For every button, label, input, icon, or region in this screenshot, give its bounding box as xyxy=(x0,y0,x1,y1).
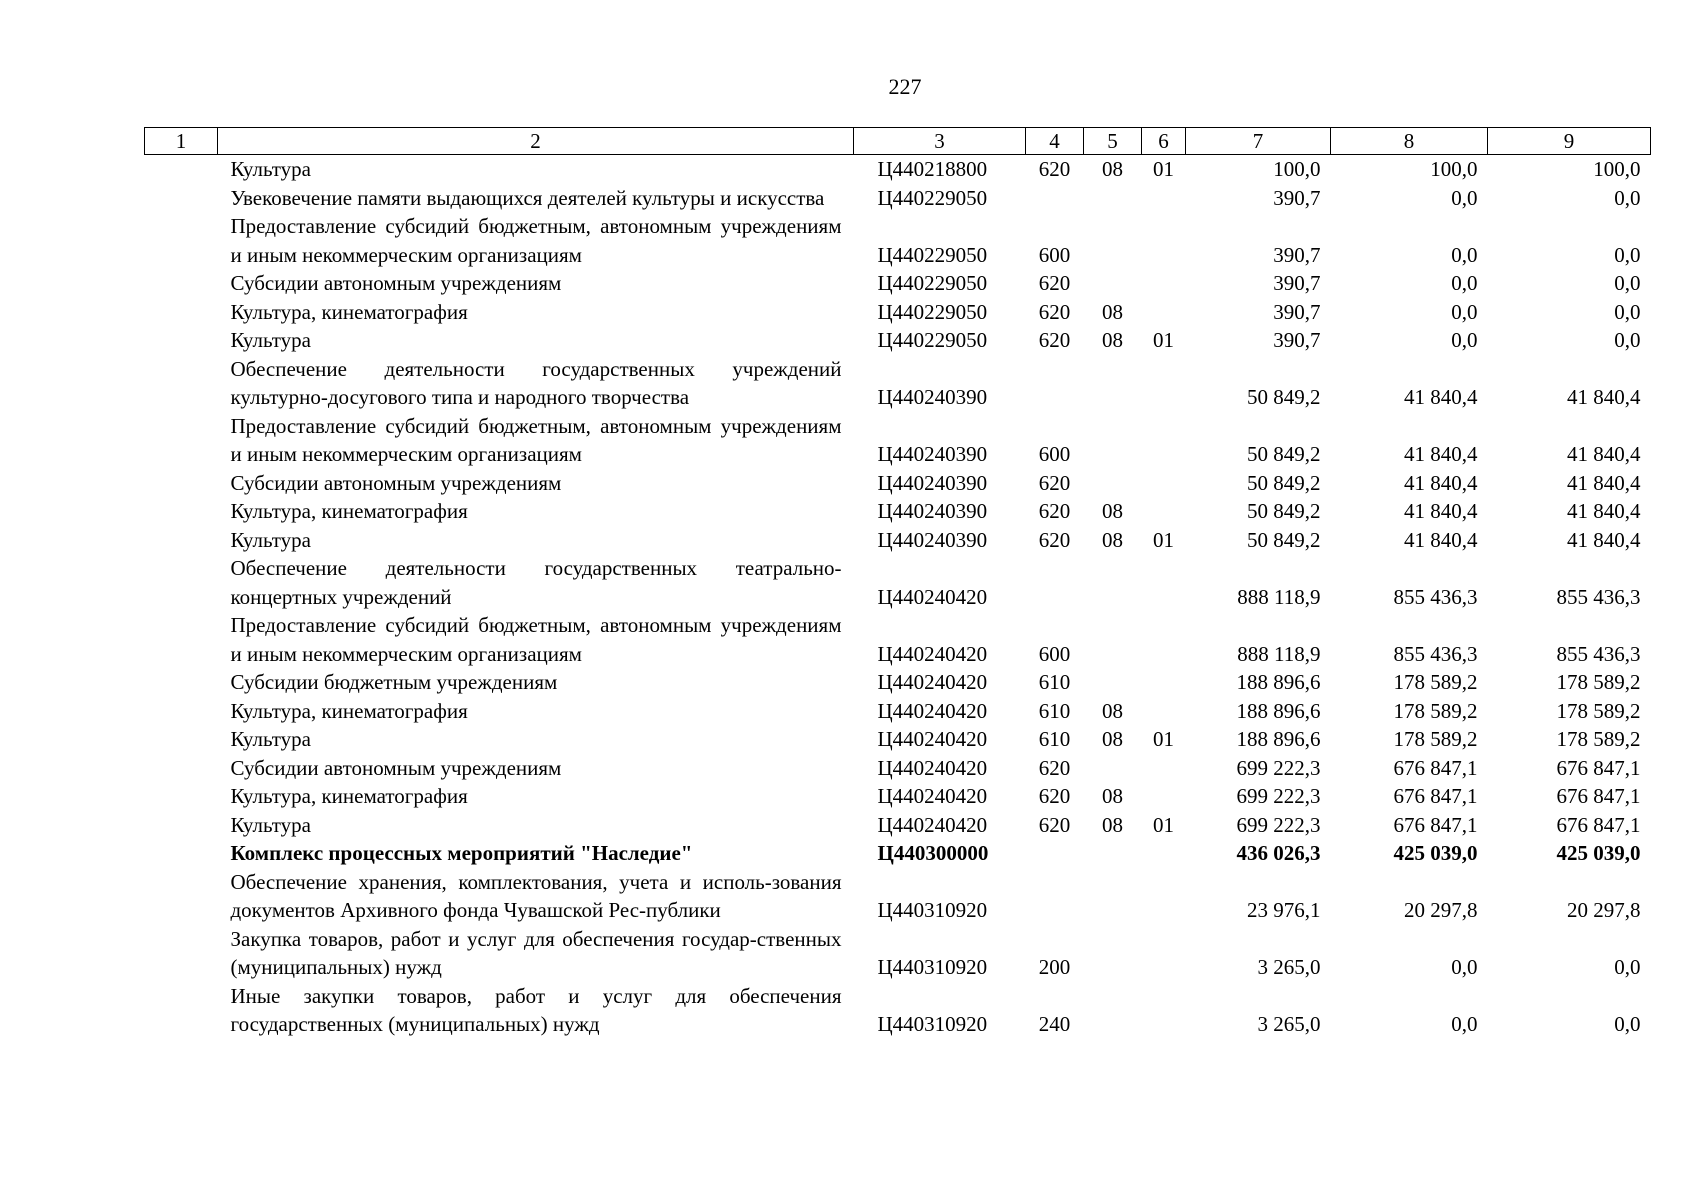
cell-name: Субсидии автономным учреждениям xyxy=(230,470,562,495)
cell-col-6 xyxy=(1142,697,1186,726)
table-row xyxy=(145,497,1651,526)
cell-value-7: 50 849,2 xyxy=(1247,470,1321,495)
cell-col-6 xyxy=(1142,212,1186,269)
table-row xyxy=(145,839,1651,868)
cell-blank xyxy=(145,526,218,555)
cell-col-6: 01 xyxy=(1153,727,1174,751)
header-col-7: 7 xyxy=(1186,128,1331,155)
cell-code: Ц440218800 xyxy=(877,157,988,181)
cell-col-4: 620 xyxy=(1038,527,1071,552)
cell-value-7: 188 896,6 xyxy=(1236,698,1321,723)
cell-value-8: 41 840,4 xyxy=(1404,470,1478,495)
cell-blank xyxy=(145,184,218,213)
cell-col-5 xyxy=(1084,754,1142,783)
cell-value-7: 390,7 xyxy=(1273,328,1321,352)
cell-code: Ц440240390 xyxy=(877,385,988,409)
cell-col-5: 08 xyxy=(1102,299,1123,324)
cell-blank xyxy=(145,697,218,726)
cell-value-7: 699 222,3 xyxy=(1236,812,1321,837)
cell-col-4: 620 xyxy=(1038,299,1071,324)
page-number: 227 xyxy=(888,74,922,99)
table-row xyxy=(145,212,1651,269)
cell-code: Ц440240420 xyxy=(877,670,988,694)
cell-blank xyxy=(145,611,218,668)
cell-col-5 xyxy=(1084,212,1142,269)
cell-value-8: 100,0 xyxy=(1430,157,1478,181)
cell-name: Обеспечение деятельности государственных театрально-концертных учреждений xyxy=(230,556,842,609)
cell-code: Ц440240420 xyxy=(877,755,988,780)
cell-col-6 xyxy=(1142,469,1186,498)
cell-col-4: 620 xyxy=(1038,271,1071,295)
cell-value-9: 0,0 xyxy=(1614,271,1641,295)
cell-col-4: 620 xyxy=(1038,328,1071,352)
cell-value-9: 41 840,4 xyxy=(1567,527,1641,552)
cell-col-6 xyxy=(1142,412,1186,469)
cell-col-5: 08 xyxy=(1102,527,1123,552)
cell-value-8: 855 436,3 xyxy=(1393,641,1478,666)
cell-name: Субсидии бюджетным учреждениям xyxy=(230,670,558,694)
cell-code: Ц440229050 xyxy=(877,242,988,267)
cell-blank xyxy=(145,668,218,697)
cell-code: Ц440240420 xyxy=(877,641,988,666)
cell-name: Предоставление субсидий бюджетным, автономным учреждениям и иным некоммерческим организациям xyxy=(230,413,842,466)
cell-value-7: 188 896,6 xyxy=(1236,670,1321,694)
cell-value-8: 41 840,4 xyxy=(1404,499,1478,523)
cell-blank xyxy=(145,725,218,754)
cell-code: Ц440300000 xyxy=(877,841,989,865)
budget-table xyxy=(144,127,1651,1039)
cell-col-5: 08 xyxy=(1102,499,1123,523)
cell-col-5: 08 xyxy=(1102,328,1123,352)
table-row xyxy=(145,155,1651,184)
table-body xyxy=(145,155,1651,1039)
cell-value-8: 676 847,1 xyxy=(1393,812,1478,837)
cell-name: Обеспечение хранения, комплектования, учета и исполь-зования документов Архивного фонда Чувашской Рес-публики xyxy=(230,869,842,922)
cell-name: Культура, кинематография xyxy=(230,499,468,523)
cell-blank xyxy=(145,497,218,526)
cell-col-5: 08 xyxy=(1102,698,1123,723)
cell-value-9: 0,0 xyxy=(1614,299,1641,324)
table-row xyxy=(145,868,1651,925)
cell-value-9: 0,0 xyxy=(1614,242,1641,267)
cell-col-5 xyxy=(1084,469,1142,498)
cell-col-5 xyxy=(1084,355,1142,412)
cell-code: Ц440229050 xyxy=(877,328,988,352)
cell-code: Ц440240420 xyxy=(877,584,988,609)
table-row xyxy=(145,326,1651,355)
cell-value-8: 855 436,3 xyxy=(1393,584,1478,609)
table-row xyxy=(145,754,1651,783)
cell-value-9: 855 436,3 xyxy=(1556,584,1641,609)
cell-value-8: 425 039,0 xyxy=(1393,841,1478,865)
cell-name: Иные закупки товаров, работ и услуг для обеспечения государственных (муниципальных) нужд xyxy=(230,983,842,1036)
cell-value-8: 676 847,1 xyxy=(1393,784,1478,808)
cell-blank xyxy=(145,811,218,840)
cell-col-5 xyxy=(1084,839,1142,868)
cell-name: Закупка товаров, работ и услуг для обеспечения государ-ственных (муниципальных) нужд xyxy=(230,926,842,979)
cell-value-7: 50 849,2 xyxy=(1247,442,1321,466)
cell-value-7: 23 976,1 xyxy=(1247,898,1321,922)
cell-blank xyxy=(145,469,218,498)
header-col-9: 9 xyxy=(1488,128,1651,155)
cell-col-4 xyxy=(1026,839,1084,868)
cell-value-9: 41 840,4 xyxy=(1567,470,1641,495)
cell-value-7: 436 026,3 xyxy=(1236,841,1321,865)
cell-col-4: 240 xyxy=(1038,1012,1071,1036)
cell-code: Ц440240420 xyxy=(877,698,988,723)
cell-col-5 xyxy=(1084,982,1142,1039)
cell-name: Культура xyxy=(230,527,311,552)
cell-value-9: 676 847,1 xyxy=(1556,755,1641,780)
cell-blank xyxy=(145,782,218,811)
table-row xyxy=(145,526,1651,555)
cell-col-6 xyxy=(1142,925,1186,982)
cell-col-4: 610 xyxy=(1038,727,1071,751)
cell-col-5: 08 xyxy=(1102,784,1123,808)
cell-col-5: 08 xyxy=(1102,727,1123,751)
table-row xyxy=(145,269,1651,298)
column-number-header xyxy=(145,128,1651,155)
cell-value-8: 0,0 xyxy=(1451,955,1478,979)
header-col-6: 6 xyxy=(1142,128,1186,155)
cell-value-7: 50 849,2 xyxy=(1247,499,1321,523)
cell-col-6 xyxy=(1142,982,1186,1039)
cell-value-7: 888 118,9 xyxy=(1237,641,1321,666)
table-row xyxy=(145,725,1651,754)
table-row xyxy=(145,554,1651,611)
cell-col-4: 620 xyxy=(1038,157,1071,181)
cell-col-4: 600 xyxy=(1038,242,1071,267)
cell-col-4: 610 xyxy=(1038,670,1071,694)
cell-value-7: 888 118,9 xyxy=(1237,584,1321,609)
cell-value-8: 0,0 xyxy=(1451,1012,1478,1036)
cell-code: Ц440229050 xyxy=(877,299,988,324)
cell-value-7: 3 265,0 xyxy=(1257,955,1321,979)
cell-value-8: 676 847,1 xyxy=(1393,755,1478,780)
cell-blank xyxy=(145,925,218,982)
cell-col-5 xyxy=(1084,554,1142,611)
cell-name: Обеспечение деятельности государственных учреждений культурно-досугового типа и народного творчества xyxy=(230,356,842,409)
cell-value-8: 41 840,4 xyxy=(1404,385,1478,409)
cell-blank xyxy=(145,412,218,469)
cell-col-4: 610 xyxy=(1038,698,1071,723)
table-row xyxy=(145,184,1651,213)
cell-col-5 xyxy=(1084,184,1142,213)
cell-code: Ц440310920 xyxy=(877,1012,988,1036)
cell-name: Культура xyxy=(230,812,311,837)
cell-col-6 xyxy=(1142,184,1186,213)
cell-value-9: 676 847,1 xyxy=(1556,784,1641,808)
cell-blank xyxy=(145,269,218,298)
cell-value-7: 390,7 xyxy=(1273,271,1321,295)
cell-value-9: 0,0 xyxy=(1614,328,1641,352)
cell-value-8: 20 297,8 xyxy=(1404,898,1478,922)
cell-value-8: 41 840,4 xyxy=(1404,442,1478,466)
cell-code: Ц440240390 xyxy=(877,442,988,466)
header-col-4: 4 xyxy=(1026,128,1084,155)
cell-blank xyxy=(145,212,218,269)
cell-blank xyxy=(145,298,218,327)
cell-col-5 xyxy=(1084,611,1142,668)
table-row xyxy=(145,412,1651,469)
cell-blank xyxy=(145,554,218,611)
cell-col-5 xyxy=(1084,925,1142,982)
cell-name: Культура, кинематография xyxy=(230,698,468,723)
cell-code: Ц440240420 xyxy=(877,784,988,808)
cell-col-4: 600 xyxy=(1038,442,1071,466)
table-row xyxy=(145,298,1651,327)
cell-value-9: 676 847,1 xyxy=(1556,812,1641,837)
cell-col-4: 200 xyxy=(1038,955,1071,979)
cell-col-6 xyxy=(1142,868,1186,925)
table-row xyxy=(145,668,1651,697)
cell-col-5 xyxy=(1084,668,1142,697)
cell-col-6: 01 xyxy=(1153,157,1174,181)
cell-value-9: 0,0 xyxy=(1614,1012,1641,1036)
table-row xyxy=(145,611,1651,668)
cell-col-4: 620 xyxy=(1038,499,1071,523)
cell-name: Комплекс процессных мероприятий "Наследие" xyxy=(230,841,693,865)
cell-value-8: 0,0 xyxy=(1451,185,1478,210)
cell-col-6 xyxy=(1142,668,1186,697)
cell-col-4: 620 xyxy=(1038,470,1071,495)
cell-col-6 xyxy=(1142,611,1186,668)
cell-value-8: 0,0 xyxy=(1451,271,1478,295)
cell-value-9: 855 436,3 xyxy=(1556,641,1641,666)
cell-col-4 xyxy=(1026,868,1084,925)
cell-value-9: 178 589,2 xyxy=(1556,670,1641,694)
header-col-3: 3 xyxy=(854,128,1026,155)
cell-value-7: 50 849,2 xyxy=(1247,385,1321,409)
cell-col-4 xyxy=(1026,184,1084,213)
table-row xyxy=(145,782,1651,811)
cell-value-9: 0,0 xyxy=(1614,955,1641,979)
cell-value-8: 0,0 xyxy=(1451,328,1478,352)
cell-name: Культура xyxy=(230,328,311,352)
header-col-1: 1 xyxy=(145,128,218,155)
cell-col-6 xyxy=(1142,554,1186,611)
cell-value-9: 178 589,2 xyxy=(1556,698,1641,723)
cell-col-6: 01 xyxy=(1153,812,1174,837)
cell-value-8: 178 589,2 xyxy=(1393,727,1478,751)
cell-blank xyxy=(145,326,218,355)
cell-value-9: 425 039,0 xyxy=(1556,841,1641,865)
table-row xyxy=(145,982,1651,1039)
cell-name: Культура, кинематография xyxy=(230,299,468,324)
cell-blank xyxy=(145,839,218,868)
cell-col-6 xyxy=(1142,269,1186,298)
cell-value-7: 699 222,3 xyxy=(1236,784,1321,808)
cell-col-4 xyxy=(1026,355,1084,412)
cell-blank xyxy=(145,754,218,783)
cell-value-8: 41 840,4 xyxy=(1404,527,1478,552)
cell-name: Культура xyxy=(230,157,311,181)
cell-code: Ц440240390 xyxy=(877,527,988,552)
cell-blank xyxy=(145,982,218,1039)
cell-col-6 xyxy=(1142,497,1186,526)
cell-col-5 xyxy=(1084,412,1142,469)
cell-value-8: 0,0 xyxy=(1451,242,1478,267)
cell-col-6: 01 xyxy=(1153,328,1174,352)
cell-col-4: 620 xyxy=(1038,755,1071,780)
cell-value-7: 390,7 xyxy=(1273,242,1321,267)
cell-col-6: 01 xyxy=(1153,527,1174,552)
cell-value-9: 178 589,2 xyxy=(1556,727,1641,751)
cell-col-5 xyxy=(1084,868,1142,925)
cell-col-5: 08 xyxy=(1102,812,1123,837)
table-row xyxy=(145,355,1651,412)
cell-value-9: 0,0 xyxy=(1614,185,1641,210)
table-row xyxy=(145,469,1651,498)
cell-name: Культура, кинематография xyxy=(230,784,468,808)
cell-code: Ц440310920 xyxy=(877,898,988,922)
cell-name: Предоставление субсидий бюджетным, автономным учреждениям и иным некоммерческим организациям xyxy=(230,613,842,666)
cell-value-7: 100,0 xyxy=(1273,157,1321,181)
cell-value-9: 100,0 xyxy=(1593,157,1641,181)
header-col-8: 8 xyxy=(1331,128,1488,155)
cell-code: Ц440240420 xyxy=(877,727,988,751)
cell-code: Ц440240390 xyxy=(877,470,988,495)
table-row xyxy=(145,925,1651,982)
cell-code: Ц440240390 xyxy=(877,499,988,523)
header-col-5: 5 xyxy=(1084,128,1142,155)
cell-col-4 xyxy=(1026,554,1084,611)
cell-value-8: 178 589,2 xyxy=(1393,698,1478,723)
cell-name: Субсидии автономным учреждениям xyxy=(230,755,562,780)
cell-col-6 xyxy=(1142,355,1186,412)
cell-col-6 xyxy=(1142,782,1186,811)
cell-blank xyxy=(145,868,218,925)
cell-value-8: 0,0 xyxy=(1451,299,1478,324)
cell-value-9: 41 840,4 xyxy=(1567,442,1641,466)
cell-blank xyxy=(145,355,218,412)
cell-value-7: 50 849,2 xyxy=(1247,527,1321,552)
table-row xyxy=(145,697,1651,726)
cell-col-4: 600 xyxy=(1038,641,1071,666)
cell-value-7: 390,7 xyxy=(1273,299,1321,324)
cell-name: Увековечение памяти выдающихся деятелей культуры и искусства xyxy=(230,185,825,210)
cell-code: Ц440229050 xyxy=(877,271,988,295)
cell-blank xyxy=(145,155,218,184)
cell-col-5: 08 xyxy=(1102,157,1123,181)
cell-col-6 xyxy=(1142,839,1186,868)
cell-col-6 xyxy=(1142,298,1186,327)
cell-value-7: 3 265,0 xyxy=(1257,1012,1321,1036)
cell-value-7: 390,7 xyxy=(1273,185,1321,210)
cell-value-9: 41 840,4 xyxy=(1567,385,1641,409)
header-col-2: 2 xyxy=(218,128,854,155)
cell-name: Субсидии автономным учреждениям xyxy=(230,271,562,295)
table-row xyxy=(145,811,1651,840)
cell-code: Ц440229050 xyxy=(877,185,988,210)
cell-name: Предоставление субсидий бюджетным, автономным учреждениям и иным некоммерческим организациям xyxy=(230,214,842,267)
cell-col-4: 620 xyxy=(1038,784,1071,808)
cell-code: Ц440310920 xyxy=(877,955,988,979)
cell-value-9: 41 840,4 xyxy=(1567,499,1641,523)
cell-value-7: 699 222,3 xyxy=(1236,755,1321,780)
cell-col-6 xyxy=(1142,754,1186,783)
cell-value-7: 188 896,6 xyxy=(1236,727,1321,751)
cell-value-9: 20 297,8 xyxy=(1567,898,1641,922)
cell-name: Культура xyxy=(230,727,311,751)
cell-col-4: 620 xyxy=(1038,812,1071,837)
cell-col-5 xyxy=(1084,269,1142,298)
cell-value-8: 178 589,2 xyxy=(1393,670,1478,694)
cell-code: Ц440240420 xyxy=(877,812,988,837)
